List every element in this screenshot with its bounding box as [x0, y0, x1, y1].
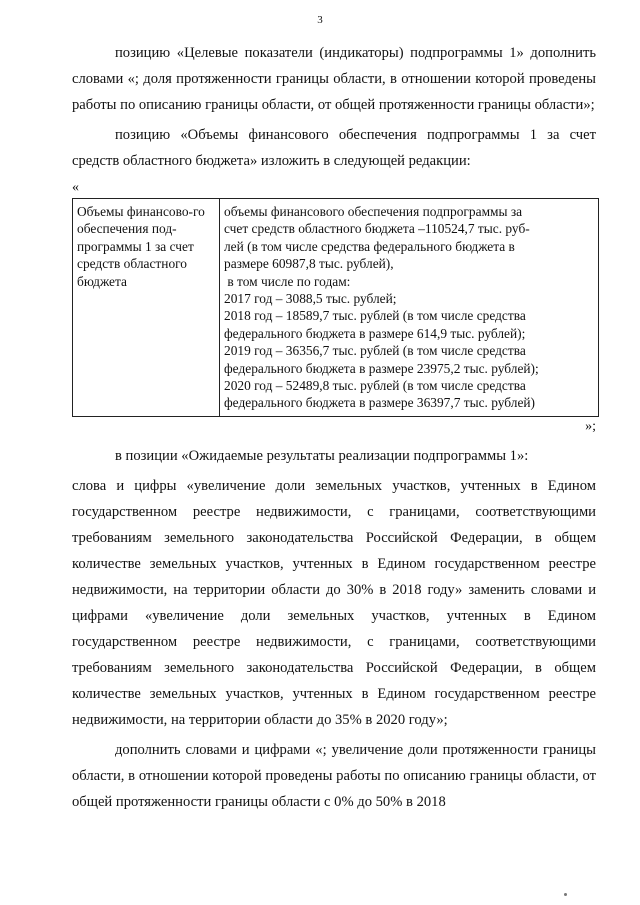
right-cell-line: размере 60987,8 тыс. рублей), — [224, 256, 394, 272]
right-cell-line: счет средств областного бюджета –110524,7 тыс. руб- — [224, 221, 530, 237]
right-cell-line: федерального бюджета в размере 36397,7 тыс. рублей) — [224, 395, 536, 411]
table-left-cell: Объемы финансово-го обеспечения под-программы 1 за счет средств областного бюджета — [73, 199, 220, 417]
right-cell-line: 2019 год – 36356,7 тыс. рублей (в том числе средства — [224, 343, 526, 359]
right-cell-line: в том числе по годам: — [224, 273, 351, 289]
paragraph-target-indicators: позицию «Целевые показатели (индикаторы) подпрограммы 1» дополнить словами «; доля протяженности границы области, в отношении которой проведены работы по описанию границы области, от общей протяженности границы области»; — [72, 45, 596, 113]
paragraph-words-replacement: слова и цифры «увеличение доли земельных участков, учтенных в Едином государственном реестре недвижимости, с границами, соответствующими требованиям земельного законодательства Российской Федерации, в общем количестве земельных участков, учтенных в Едином государственном реестре недвижимости, на территории области до 30% в 2018 году» заменить словами и цифрами «увеличение доли земельных участков, учтенных в Едином государственном реестре недвижимости, с границами, соответствующими требованиям земельного законодательства Российской Федерации, в общем количестве земельных участков, учтенных в Едином государственном реестре недвижимости, на территории области до 35% в 2020 году»; — [72, 477, 596, 728]
opening-quote: « — [72, 180, 79, 195]
right-cell-line: лей (в том числе средства федерального бюджета в — [224, 238, 515, 254]
right-cell-line: 2020 год – 52489,8 тыс. рублей (в том числе средства — [224, 378, 526, 394]
document-body — [72, 40, 596, 819]
paragraph-expected-results: в позиции «Ожидаемые результаты реализации подпрограммы 1»: — [115, 447, 529, 464]
page-number: 3 — [317, 14, 323, 26]
right-cell-line: объемы финансового обеспечения подпрограммы за — [224, 204, 523, 219]
right-cell-line: 2018 год – 18589,7 тыс. рублей (в том числе средства — [224, 308, 526, 324]
closing-quote: »; — [585, 418, 596, 434]
paragraph-financing-intro: позицию «Объемы финансового обеспечения подпрограммы 1 за счет средств областного бюджета» изложить в следующей редакции: — [72, 127, 596, 169]
right-cell-line: федерального бюджета в размере 23975,2 тыс. рублей); — [224, 360, 539, 376]
table-row — [73, 199, 599, 417]
table-right-cell — [220, 199, 599, 417]
right-cell-line: федерального бюджета в размере 614,9 тыс. рублей); — [224, 325, 526, 341]
right-cell-line: 2017 год – 3088,5 тыс. рублей; — [224, 291, 397, 307]
financing-table — [72, 198, 599, 417]
scan-speck — [564, 893, 567, 896]
paragraph-addition: дополнить словами и цифрами «; увеличение доли протяженности границы области, в отношении которой проведены работы по описанию границы области, от общей протяженности границы области с 0% до 50% в 2018 — [72, 741, 596, 810]
